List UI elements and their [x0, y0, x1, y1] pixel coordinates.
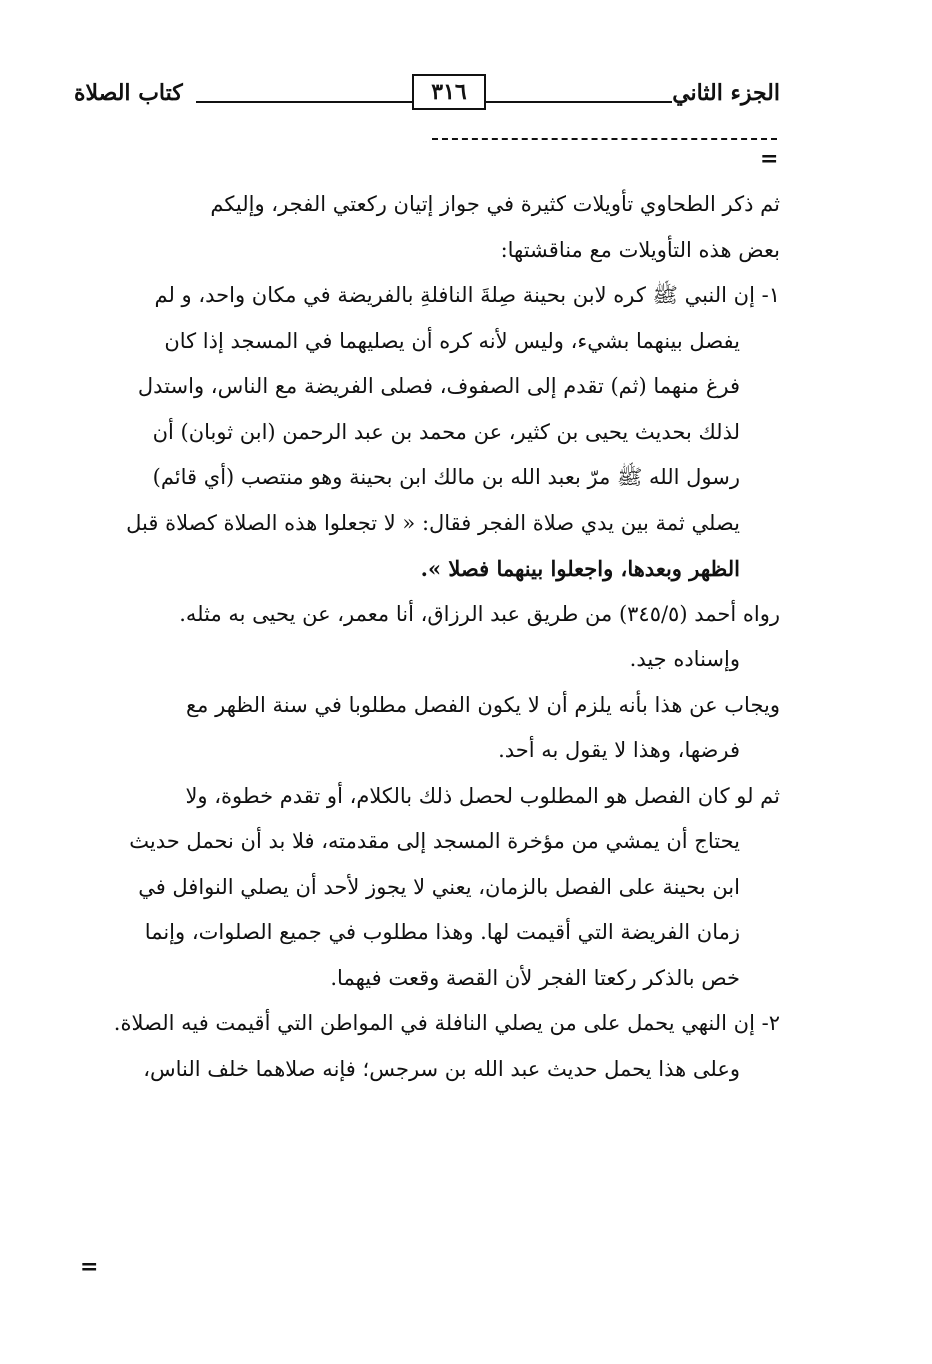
text-line: ١- إن النبي ﷺ كره لابن بحينة صِلةَ النافلةِ بالفريضة في مكان واحد، و لم: [154, 283, 780, 307]
running-header-volume: الجزء الثاني: [672, 80, 780, 106]
text-line: ثم لو كان الفصل هو المطلوب لحصل ذلك بالكلام، أو تقدم خطوة، ولا: [185, 783, 780, 808]
header-rule-right: [486, 101, 672, 103]
text-line: وإسناده جيد.: [629, 647, 740, 671]
page-number-box: ٣١٦: [412, 74, 486, 110]
text-line: زمان الفريضة التي أقيمت لها. وهذا مطلوب في جميع الصلوات، وإنما: [144, 920, 740, 944]
text-line: رسول الله ﷺ مرّ بعبد الله بن مالك ابن بحينة وهو منتصب (أي قائم): [152, 465, 740, 489]
body-text: [74, 182, 780, 1092]
text-line: لذلك بحديث يحيى بن كثير، عن محمد بن عبد الرحمن (ابن ثوبان) أن: [152, 419, 740, 444]
text-line: رواه أحمد (٣٤٥/٥) من طريق عبد الرزاق، أنا معمر، عن يحيى به مثله.: [179, 601, 780, 626]
text-line: ابن بحينة على الفصل بالزمان، يعني لا يجوز لأحد أن يصلي النوافل في: [138, 874, 740, 899]
text-line: يحتاج أن يمشي من مؤخرة المسجد إلى مقدمته، فلا بد أن نحمل حديث: [129, 829, 740, 853]
hadith-quote-line: الظهر وبعدها، واجعلوا بينهما فصلا ».: [420, 556, 740, 581]
text-line: يصلي ثمة بين يدي صلاة الفجر فقال: « لا تجعلوا هذه الصلاة كصلاة قبل: [126, 510, 740, 535]
header-rule-left: [196, 101, 412, 103]
text-line: بعض هذه التأويلات مع مناقشتها:: [500, 237, 780, 262]
text-line: وعلى هذا يحمل حديث عبد الله بن سرجس؛ فإنه صلاهما خلف الناس،: [143, 1056, 740, 1081]
text-line: ثم ذكر الطحاوي تأويلات كثيرة في جواز إتيان ركعتي الفجر، وإليكم: [210, 192, 780, 216]
text-line: خص بالذكر ركعتا الفجر لأن القصة وقعت فيهما.: [330, 965, 740, 990]
text-line: ٢- إن النهي يحمل على من يصلي النافلة في المواطن التي أقيمت فيه الصلاة.: [113, 1011, 780, 1035]
footnote-dashed-separator: [432, 138, 777, 140]
running-header-book: كتاب الصلاة: [74, 80, 183, 106]
text-line: يفصل بينهما بشيء، وليس لأنه كره أن يصليهما في المسجد إذا كان: [164, 328, 740, 353]
text-line: فرغ منهما (ثم) تقدم إلى الصفوف، فصلى الفريضة مع الناس، واستدل: [137, 374, 740, 398]
continuation-mark-bottom: =: [80, 1254, 99, 1280]
text-line: ويجاب عن هذا بأنه يلزم أن لا يكون الفصل مطلوبا في سنة الظهر مع: [186, 692, 780, 717]
text-line: فرضها، وهذا لا يقول به أحد.: [498, 738, 740, 762]
continuation-mark-top: =: [760, 146, 779, 172]
